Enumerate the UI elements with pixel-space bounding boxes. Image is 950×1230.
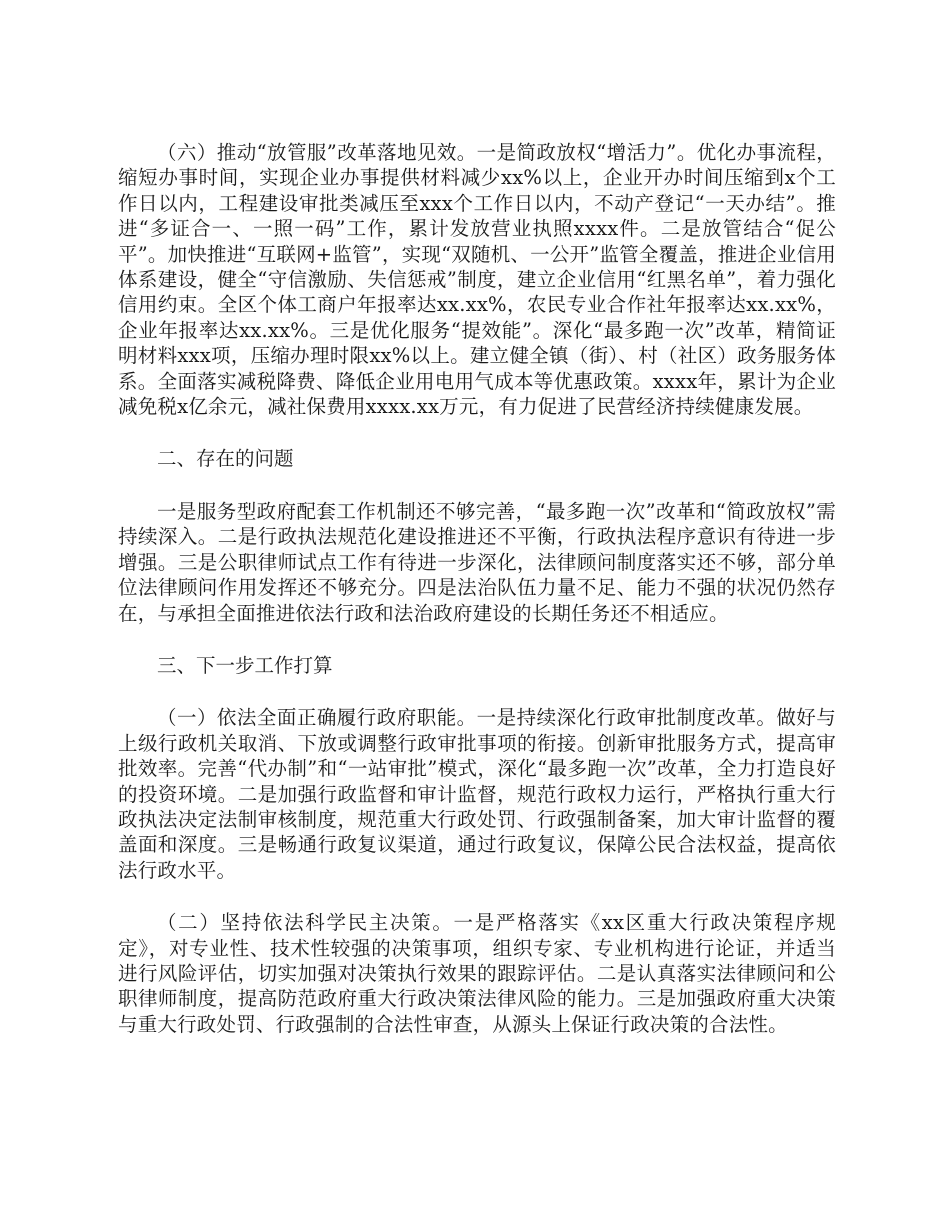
paragraph-government-functions: （一）依法全面正确履行政府职能。一是持续深化行政审批制度改革。做好与上级行政机关取消、下放或调整行政审批事项的衔接。创新审批服务方式，提高审批效率。完善“代办制”和“一站审批”模式，深化“最多跑一次”改革，全力打造良好的投资环境。二是加强行政监督和审计监督，规范行政权力运行，严格执行重大行政执法决定法制审核制度，规范重大行政处罚、行政强制备案，加大审计监督的覆盖面和深度。三是畅通行政复议渠道，通过行政复议，保障公民合法权益，提高依法行政水平。: [118, 706, 836, 882]
paragraph-gap: [118, 419, 836, 446]
paragraph-decision-making: （二）坚持依法科学民主决策。一是严格落实《xx区重大行政决策程序规定》，对专业性、技术性较强的决策事项，组织专家、专业机构进行论证，并适当进行风险评估，切实加强对决策执行效果的跟踪评估。二是认真落实法律顾问和公职律师制度，提高防范政府重大行政决策法律风险的能力。三是加强政府重大决策与重大行政处罚、行政强制的合法性审查，从源头上保证行政决策的合法性。: [118, 911, 836, 1036]
paragraph-problems: 一是服务型政府配套工作机制还不够完善，“最多跑一次”改革和“简政放权”需持续深入。二是行政执法规范化建设推进还不平衡，行政执法程序意识有待进一步增强。三是公职律师试点工作有待进一步深化，法律顾问制度落实还不够，部分单位法律顾问作用发挥还不够充分。四是法治队伍力量不足、能力不强的状况仍然存在，与承担全面推进依法行政和法治政府建设的长期任务还不相适应。: [118, 499, 836, 625]
section-heading-problems: 二、存在的问题: [157, 447, 294, 471]
paragraph-gap: [118, 626, 836, 653]
paragraph-gap: [118, 883, 836, 910]
paragraph-gap: [118, 678, 836, 705]
paragraph-reform-results: （六）推动“放管服”改革落地见效。一是简政放权“增活力”。优化办事流程，缩短办事时间，实现企业办事提供材料减少xx%以上，企业开办时间压缩到x个工作日以内，工程建设审批类减压至xxx个工作日以内，不动产登记“一天办结”。推进“多证合一、一照一码”工作，累计发放营业执照xxxx件。二是放管结合“促公平”。加快推进“互联网+监管”，实现“双随机、一公开”监管全覆盖，推进企业信用体系建设，健全“守信激励、失信惩戒”制度，建立企业信用“红黑名单”，着力强化信用约束。全区个体工商户年报率达xx.xx%，农民专业合作社年报率达xx.xx%，企业年报率达xx.xx%。三是优化服务“提效能”。深化“最多跑一次”改革，精简证明材料xxx项，压缩办理时限xx%以上。建立健全镇（街）、村（社区）政务服务体系。全面落实减税降费、降低企业用电用气成本等优惠政策。xxxx年，累计为企业减免税x亿余元，减社保费用xxxx.xx万元，有力促进了民营经济持续健康发展。: [118, 141, 836, 419]
paragraph-gap: [118, 472, 836, 499]
document-body: [118, 140, 836, 1037]
section-heading-next-steps: 三、下一步工作打算: [157, 653, 333, 677]
